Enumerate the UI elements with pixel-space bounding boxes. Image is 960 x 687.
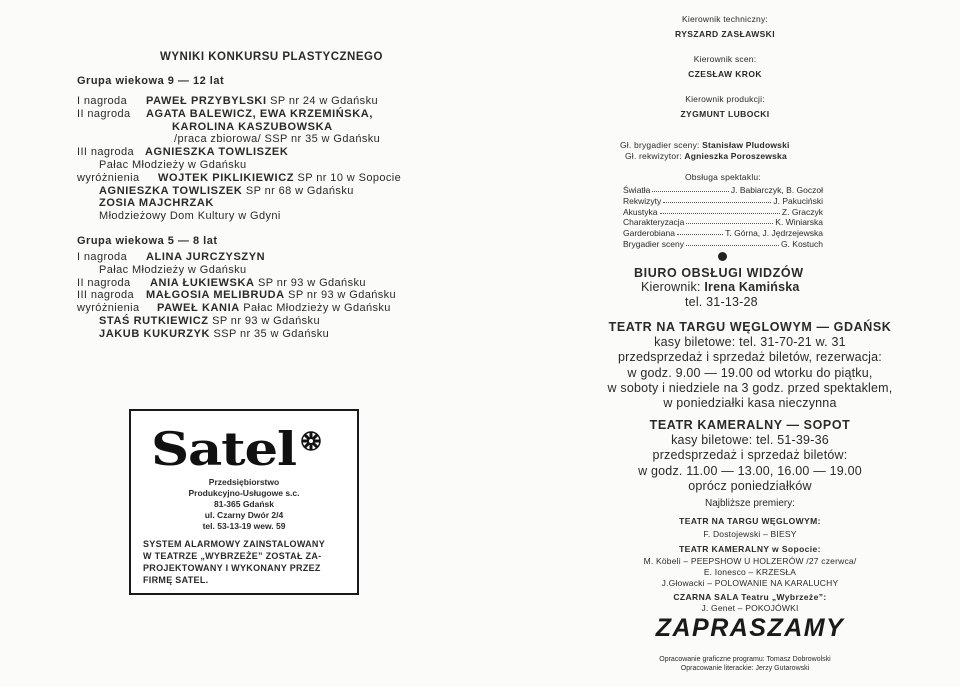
system-line: SYSTEM ALARMOWY ZAINSTALOWANY — [143, 539, 326, 549]
biuro-kierownik — [641, 280, 800, 294]
dotted-leader — [686, 239, 779, 246]
rekwizytor-name: Agnieszka Poroszewska — [684, 151, 787, 161]
premiera-venue: TEATR NA TARGU WĘGLOWYM: — [679, 516, 821, 526]
result-line — [146, 289, 396, 301]
brygadier-name: Stanisław Pludowski — [702, 140, 790, 150]
result-line — [99, 328, 329, 340]
brygadier-label: Gł. brygadier sceny: — [620, 140, 700, 150]
result-line — [99, 264, 247, 276]
group1-heading: Grupa wiekowa 9 — 12 lat — [77, 75, 225, 87]
obsluga-role: Garderobiana — [623, 228, 675, 239]
result-line — [150, 277, 366, 289]
premiery-title: Najbliższe premiery: — [704, 498, 796, 509]
result-line — [99, 210, 281, 222]
winner-name: JAKUB KUKURZYK — [99, 327, 211, 340]
winner-name: STAŚ RUTKIEWICZ — [99, 315, 209, 327]
result-line — [146, 251, 265, 263]
winner-name: KAROLINA KASZUBOWSKA — [172, 120, 333, 133]
zapraszamy-text: ZAPRASZAMY — [655, 614, 845, 642]
winner-school: SP nr 93 w Gdańsku — [254, 276, 366, 289]
winner-school: SP nr 68 w Gdańsku — [242, 184, 354, 197]
winner-school: SSP nr 35 w Gdańsku — [210, 327, 330, 340]
obsluga-role: Rekwizyty — [623, 195, 662, 206]
obsluga-role: Światła — [623, 185, 651, 195]
winner-name: WOJTEK PIKLIKIEWICZ — [158, 171, 295, 184]
dotted-leader — [660, 207, 780, 214]
winner-school: SP nr 93 w Gdańsku — [284, 289, 397, 302]
system-line: FIRMĘ SATEL. — [143, 575, 209, 585]
prize-label: wyróżnienia — [77, 171, 140, 184]
company-line: 81-365 Gdańsk — [213, 499, 274, 509]
obsluga-person: T. Górna, J. Jędrzejewska — [725, 228, 823, 239]
prize-label: wyróżnienia — [77, 302, 140, 315]
result-line — [158, 172, 401, 184]
obsluga-person: J. Babiarczyk, B. Goczoł — [730, 185, 823, 195]
company-line: ul. Czarny Dwór 2/4 — [204, 510, 284, 520]
teatr1-line: przedsprzedaż i sprzedaż biletów, rezerwacja: — [618, 350, 882, 365]
prize-label: I nagroda — [77, 95, 128, 107]
obsluga-person: K. Winiarska — [775, 217, 823, 228]
winner-name: AGNIESZKA TOWLISZEK — [145, 146, 289, 159]
company-line: Przedsiębiorstwo — [208, 477, 280, 487]
teatr2-line: kasy biletowe: tel. 51-39-36 — [671, 433, 829, 447]
result-line — [174, 133, 380, 145]
satel-company-info — [131, 477, 357, 532]
premiera-venue: TEATR KAMERALNY w Sopocie: — [679, 544, 821, 554]
obsluga-title: Obsługa spektaklu: — [685, 172, 761, 182]
obsluga-row — [623, 228, 823, 238]
obsluga-row — [623, 185, 823, 195]
teatr1-line: w poniedziałki kasa nieczynna — [663, 396, 837, 411]
bullet-dot — [718, 252, 727, 261]
result-line — [99, 159, 247, 171]
result-line — [146, 95, 378, 107]
crew-role: Kierownik techniczny: — [682, 14, 768, 24]
brygadier-line — [620, 140, 790, 150]
dotted-leader — [652, 185, 728, 192]
winner-school: Pałac Młodzieży w Gdańsku — [239, 302, 391, 315]
biuro-kierownik-label: Kierownik: — [641, 280, 705, 294]
result-line — [145, 146, 288, 158]
obsluga-person: Z. Graczyk — [781, 206, 823, 217]
obsluga-role: Akustyka — [623, 206, 658, 217]
obsluga-row — [623, 239, 823, 249]
system-line: PROJEKTOWANY I WYKONANY PRZEZ — [143, 563, 321, 573]
winner-school: SP nr 24 w Gdańsku — [266, 95, 378, 107]
crew-name: CZESŁAW KROK — [688, 69, 762, 79]
dotted-leader — [663, 196, 771, 203]
satel-logo-text: Satel — [151, 422, 296, 476]
prize-label: I nagroda — [77, 251, 128, 263]
system-line: W TEATRZE „WYBRZEŻE” ZOSTAŁ ZA- — [143, 551, 322, 561]
premiera-title: J.Głowacki – POLOWANIE NA KARALUCHY — [661, 578, 839, 588]
obsluga-row — [623, 217, 823, 227]
teatr1-title: TEATR NA TARGU WĘGLOWYM — GDAŃSK — [608, 320, 892, 334]
dotted-leader — [686, 217, 773, 224]
prize-label: III nagroda — [77, 146, 134, 159]
crew-name: RYSZARD ZASŁAWSKI — [675, 29, 775, 39]
winner-name: ANIA ŁUKIEWSKA — [150, 276, 255, 289]
company-line: tel. 53-13-19 wew. 59 — [202, 521, 286, 531]
company-line: Produkcyjno-Usługowe s.c. — [188, 488, 300, 498]
satel-logo — [151, 423, 341, 475]
rekwizytor-line — [625, 151, 787, 161]
premiera-title: F. Dostojewski – BIESY — [703, 529, 797, 539]
result-line — [172, 121, 333, 133]
crew-name: ZYGMUNT LUBOCKI — [680, 109, 770, 119]
teatr2-title: TEATR KAMERALNY — SOPOT — [649, 418, 851, 432]
winner-school: Pałac Młodzieży w Gdańsku — [99, 263, 247, 276]
obsluga-person: G. Kostuch — [780, 239, 823, 249]
teatr1-line: kasy biletowe: tel. 31-70-21 w. 31 — [654, 335, 846, 349]
obsluga-row — [623, 207, 823, 217]
page-title: WYNIKI KONKURSU PLASTYCZNEGO — [160, 51, 383, 63]
winner-name: PAWEŁ PRZYBYLSKI — [146, 95, 267, 107]
biuro-title: BIURO OBSŁUGI WIDZÓW — [634, 266, 804, 280]
winner-name: ALINA JURCZYSZYN — [146, 251, 266, 263]
winner-name: MAŁGOSIA MELIBRUDA — [146, 289, 285, 302]
premiera-title: J. Genet – POKOJÓWKI — [701, 603, 799, 613]
premiera-title: E. Ionesco – KRZESŁA — [703, 567, 797, 577]
group2-heading: Grupa wiekowa 5 — 8 lat — [77, 235, 218, 247]
prize-label: II nagroda — [77, 107, 131, 120]
dotted-leader — [677, 228, 723, 235]
result-line — [99, 197, 214, 209]
prize-label: III nagroda — [77, 289, 134, 302]
winner-school: /praca zbiorowa/ SSP nr 35 w Gdańsku — [174, 133, 381, 146]
premiera-title: M. Köbeli – PEEPSHOW U HOLZERÓW /27 czerwca/ — [643, 556, 857, 566]
biuro-tel: tel. 31-13-28 — [685, 295, 758, 309]
teatr1-line: w soboty i niedziele na 3 godz. przed spektaklem, — [607, 380, 893, 395]
credit-line: Opracowanie graficzne programu: Tomasz Dobrowolski — [659, 656, 831, 663]
winner-school: SP nr 93 w Gdańsku — [208, 315, 320, 327]
result-line — [99, 315, 320, 327]
result-line — [157, 302, 391, 314]
obsluga-person: J. Pakuciński — [773, 195, 823, 206]
premiera-venue: CZARNA SALA Teatru „Wybrzeże”: — [673, 592, 827, 602]
result-line — [99, 185, 354, 197]
obsluga-role: Charakteryzacja — [623, 217, 685, 228]
winner-name: ZOSIA MAJCHRZAK — [99, 197, 214, 210]
winner-school: Pałac Młodzieży w Gdańsku — [99, 159, 247, 171]
teatr2-line: przedsprzedaż i sprzedaż biletów: — [652, 448, 848, 463]
winner-name: AGNIESZKA TOWLISZEK — [99, 184, 243, 197]
teatr1-line: w godz. 9.00 — 19.00 od wtorku do piątku, — [627, 365, 873, 380]
winner-school: Młodzieżowy Dom Kultury w Gdyni — [99, 210, 281, 223]
obsluga-role: Brygadier sceny — [623, 239, 684, 249]
teatr2-line: w godz. 11.00 — 13.00, 16.00 — 19.00 — [638, 463, 862, 478]
satel-star-icon — [301, 431, 321, 451]
winner-name: PAWEŁ KANIA — [157, 302, 240, 315]
result-line — [146, 108, 373, 120]
credit-line: Opracowanie literackie: Jerzy Gutarowski — [680, 665, 810, 672]
rekwizytor-label: Gł. rekwizytor: — [625, 151, 682, 161]
crew-role: Kierownik scen: — [693, 54, 757, 64]
obsluga-row — [623, 196, 823, 206]
crew-role: Kierownik produkcji: — [685, 94, 765, 104]
prize-label: II nagroda — [77, 276, 131, 289]
teatr2-line: oprócz poniedziałków — [688, 478, 812, 493]
winner-school: SP nr 10 w Sopocie — [294, 171, 402, 184]
satel-system-note — [143, 538, 349, 586]
winner-name: AGATA BALEWICZ, EWA KRZEMIŃSKA, — [146, 107, 373, 120]
biuro-kierownik-name: Irena Kamińska — [704, 280, 800, 294]
satel-advertisement — [129, 409, 359, 595]
